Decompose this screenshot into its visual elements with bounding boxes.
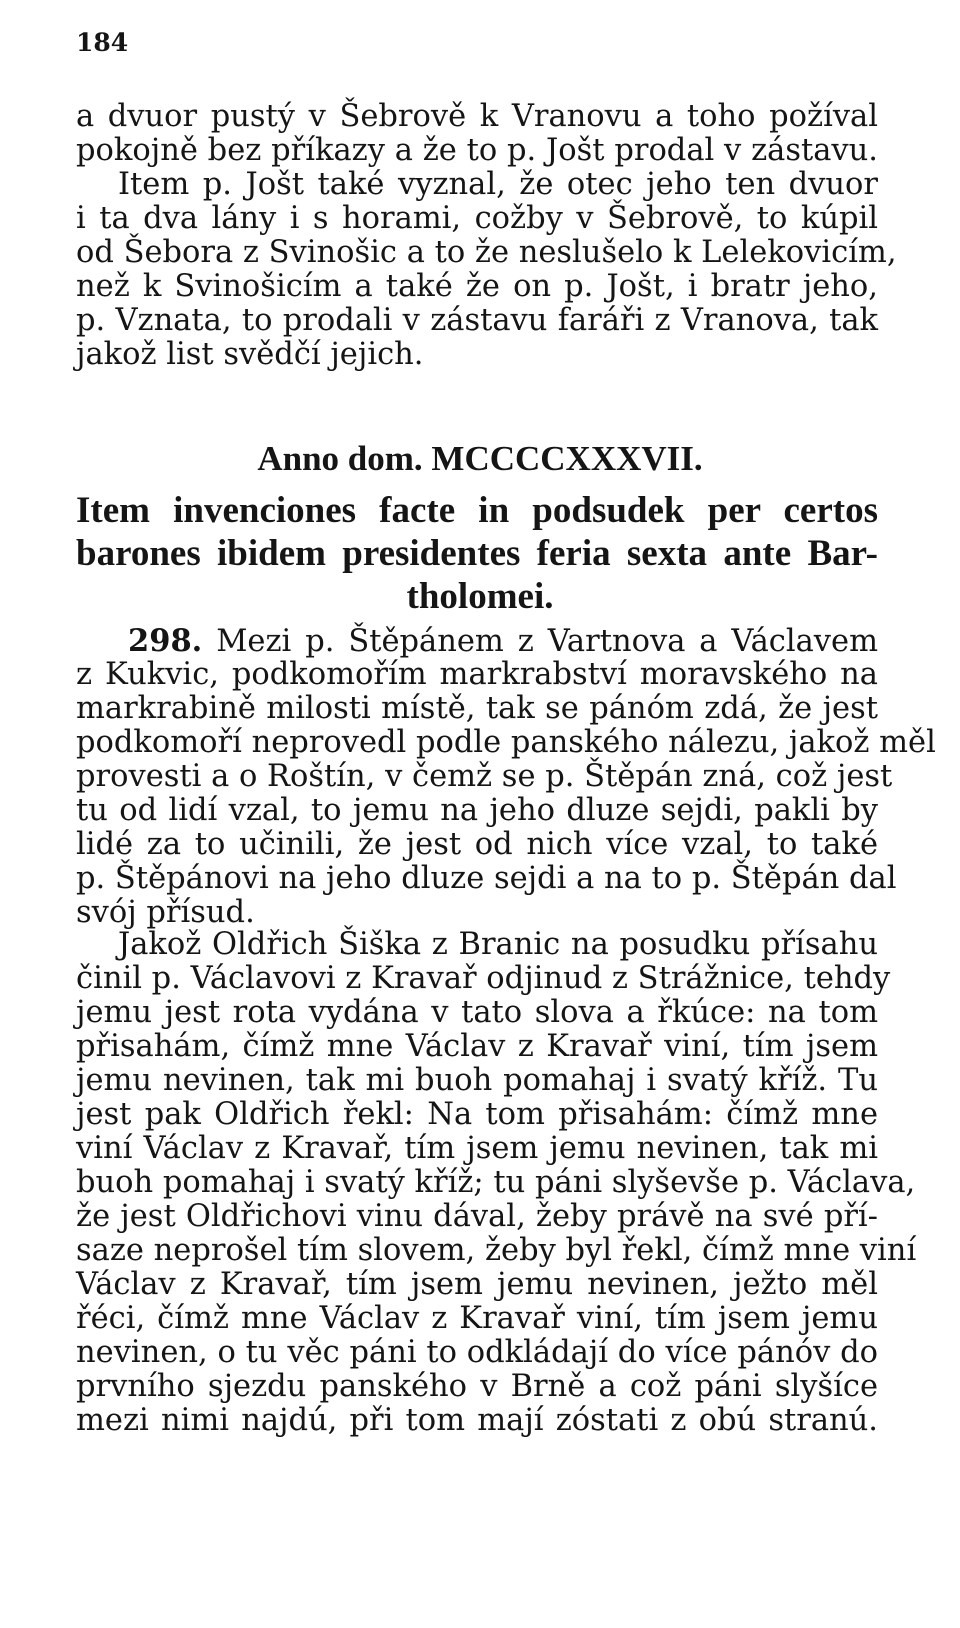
- text-line: p. Štěpánovi na jeho dluze sejdi a na to p. Štěpán dal: [76, 861, 897, 896]
- text-line: jakož list svědčí jejich.: [76, 337, 424, 372]
- text-line: pokojně bez příkazy a že to p. Jošt prodal v zástavu.: [76, 133, 878, 168]
- text-line: provesti a o Roštín, v čemž se p. Štěpán zná, což jest: [76, 759, 893, 794]
- entry-number: 298.: [128, 623, 203, 659]
- text-line: jemu jest rota vydána v tato slova a řkúce: na tom: [76, 995, 878, 1030]
- anno-heading: Anno dom. MCCCCXXXVII.: [257, 439, 703, 478]
- heading-line: Item invenciones facte in podsudek per certos: [76, 490, 878, 531]
- text-line: podkomoří neprovedl podle panského nálezu, jakož měl: [76, 725, 936, 760]
- text-line: Václav z Kravař, tím jsem jemu nevinen, ježto měl: [76, 1267, 878, 1302]
- entry-first-line: [128, 624, 878, 659]
- heading-line: tholomei.: [406, 576, 554, 617]
- text-line: lidé za to učinili, že jest od nich více vzal, to také: [76, 827, 878, 862]
- text-line: jest pak Oldřich řekl: Na tom přisahám: čímž mne: [76, 1097, 878, 1132]
- text-line: svój přísud.: [76, 895, 255, 930]
- text-line: jemu nevinen, tak mi buoh pomahaj i svatý kříž. Tu: [76, 1063, 878, 1098]
- page-number: 184: [76, 28, 129, 57]
- text-line: mezi nimi najdú, při tom mají zóstati z obú stranú.: [76, 1403, 878, 1438]
- text-line: tu od lidí vzal, to jemu na jeho dluze sejdi, pakli by: [76, 793, 878, 828]
- text-line: buoh pomahaj i svatý kříž; tu páni slyševše p. Václava,: [76, 1165, 916, 1200]
- text-line: viní Václav z Kravař, tím jsem jemu nevinen, tak mi: [76, 1131, 878, 1166]
- heading-line: barones ibidem presidentes feria sexta ante Bar-: [76, 533, 878, 574]
- text-line: od Šebora z Svinošic a to že neslušelo k Lelekovicím,: [76, 235, 897, 270]
- text-line: i ta dva lány i s horami, cožby v Šebrově, to kúpil: [76, 201, 878, 236]
- text-line: že jest Oldřichovi vinu dával, žeby právě na své pří-: [76, 1199, 878, 1234]
- text-line: nevinen, o tu věc páni to odkládají do více pánóv do: [76, 1335, 878, 1370]
- text-line: z Kukvic, podkomořím markrabství moravského na: [76, 657, 878, 692]
- text-line: Jakož Oldřich Šiška z Branic na posudku přísahu: [118, 927, 878, 962]
- text-line: a dvuor pustý v Šebrově k Vranovu a toho požíval: [76, 99, 878, 134]
- entry-first-line-text: Mezi p. Štěpánem z Vartnova a Václavem: [216, 624, 878, 659]
- text-line: prvního sjezdu panského v Brně a což páni slyšíce: [76, 1369, 878, 1404]
- text-line: p. Vznata, to prodali v zástavu faráři z Vranova, tak: [76, 303, 878, 338]
- text-line: markrabině milosti místě, tak se pánóm zdá, že jest: [76, 691, 878, 726]
- text-line: než k Svinošicím a také že on p. Jošt, i bratr jeho,: [76, 269, 878, 304]
- text-line: Item p. Jošt také vyznal, že otec jeho ten dvuor: [118, 167, 878, 202]
- text-line: saze neprošel tím slovem, žeby byl řekl, čímž mne viní: [76, 1233, 917, 1268]
- text-line: přisahám, čímž mne Václav z Kravař viní, tím jsem: [76, 1029, 878, 1064]
- text-line: řéci, čímž mne Václav z Kravař viní, tím jsem jemu: [76, 1301, 878, 1336]
- text-line: činil p. Václavovi z Kravař odjinud z Strážnice, tehdy: [76, 961, 891, 996]
